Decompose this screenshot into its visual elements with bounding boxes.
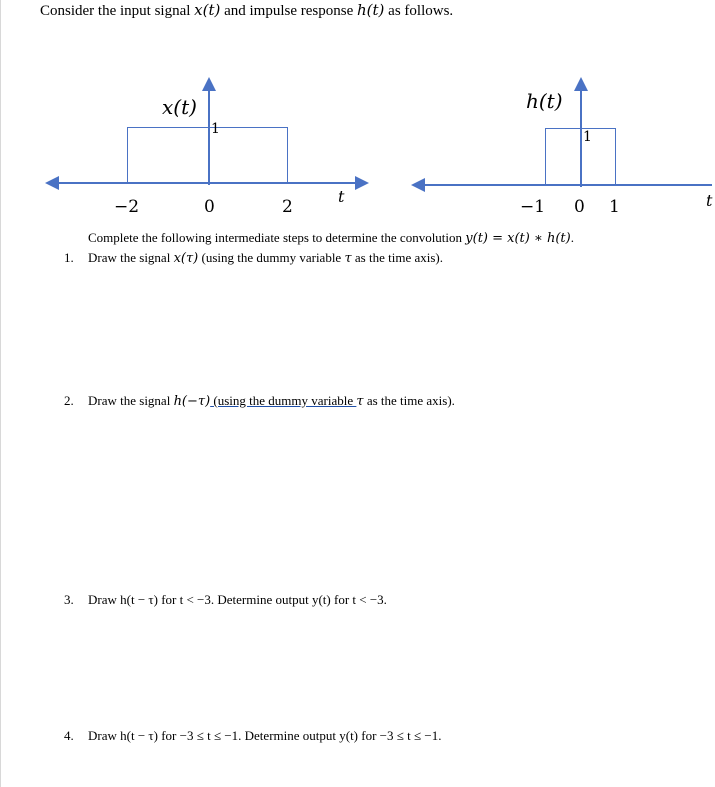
h-plot-height-label: 1	[583, 129, 592, 145]
intro-text-2: and impulse response	[220, 3, 357, 19]
step-1-number: 1.	[64, 250, 74, 265]
x-tick-2: 2	[282, 197, 293, 217]
h-tick-0: 0	[574, 197, 585, 217]
convolution-equation: y(t) = x(t) ∗ h(t)	[465, 231, 571, 246]
x-tick-0: 0	[204, 197, 215, 217]
step-4-text: Draw h(t − τ) for −3 ≤ t ≤ −1. Determine output y(t) for −3 ≤ t ≤ −1.	[88, 728, 442, 743]
h-signal-plot	[418, 84, 713, 217]
h-tick-1: 1	[609, 197, 620, 217]
intro-x-signal: x(t)	[194, 1, 221, 19]
step-2-number: 2.	[64, 393, 74, 408]
h-axis-variable: t	[706, 191, 713, 210]
x-axis-variable: t	[338, 187, 345, 206]
h-tick-neg1: −1	[520, 197, 546, 217]
step-2-tail: as the time axis).	[363, 393, 455, 408]
step-1-signal: x(τ)	[173, 251, 199, 266]
step-2-signal: h(−τ)	[173, 394, 211, 409]
step-1-post: (using the dummy variable	[198, 250, 345, 265]
step-1-variable: τ	[344, 251, 352, 266]
steps-intro	[88, 230, 574, 246]
step-2-variable: τ	[356, 394, 364, 409]
intro-h-signal: h(t)	[357, 1, 385, 19]
x-signal-plot	[52, 84, 362, 217]
step-3-number: 3.	[64, 592, 74, 607]
step-3-text: Draw h(t − τ) for t < −3. Determine output y(t) for t < −3.	[88, 592, 387, 607]
step-2-pre: Draw the signal	[88, 393, 174, 408]
step-1-tail: as the time axis).	[351, 250, 443, 265]
step-2-post: (using the dummy variable	[213, 393, 357, 408]
step-4-number: 4.	[64, 728, 74, 743]
x-plot-label: x(t)	[162, 95, 197, 119]
h-plot-label: h(t)	[526, 89, 563, 113]
steps-intro-end: .	[570, 230, 574, 245]
step-2-text	[88, 393, 455, 409]
intro-text-1: Consider the input signal	[40, 3, 195, 19]
intro-text-3: as follows.	[384, 3, 454, 19]
x-signal-rectangle	[128, 128, 288, 183]
x-plot-height-label: 1	[211, 121, 220, 137]
x-tick-neg2: −2	[114, 197, 140, 217]
step-1-text	[88, 250, 443, 266]
step-1-pre: Draw the signal	[88, 250, 174, 265]
steps-intro-text: Complete the following intermediate steps to determine the convolution	[88, 230, 466, 245]
